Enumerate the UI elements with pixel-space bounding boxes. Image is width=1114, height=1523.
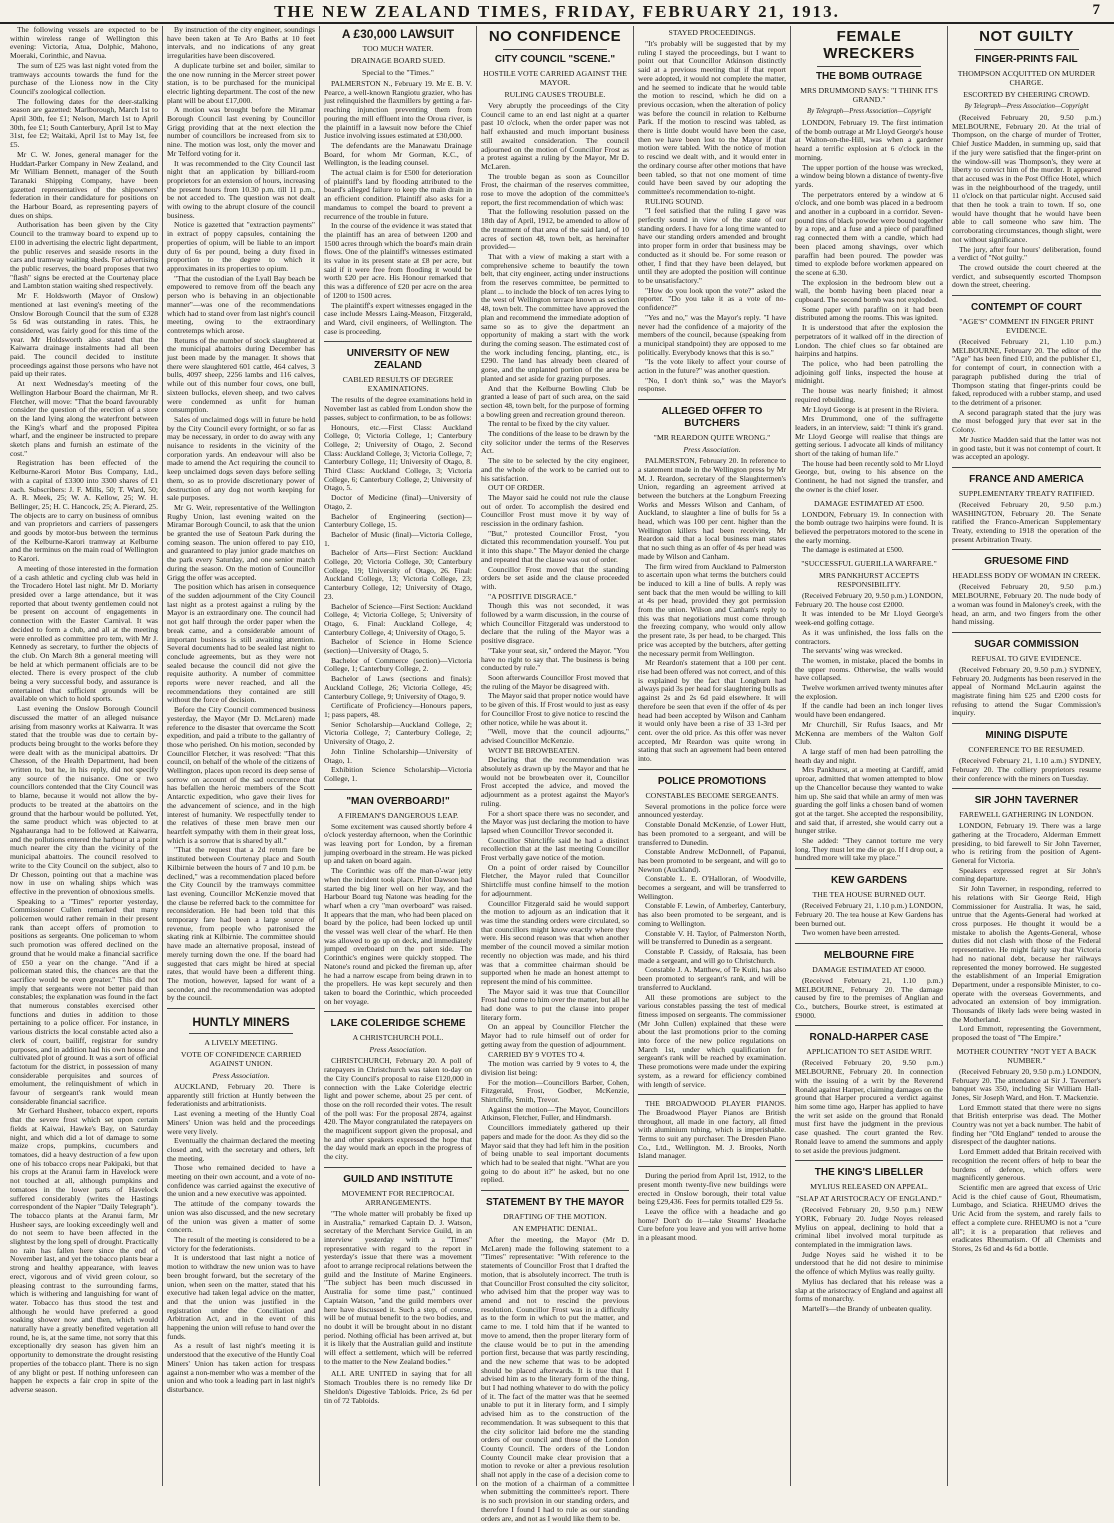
paragraph: On a point of order raised by Councillor Fletcher, the Mayor ruled that Councillor Shirtcliffe must confine himself to the motion for adjournment. — [481, 862, 629, 898]
paragraph: The crowd outside the court cheered at the verdict, and subsequently escorted Thompson down the street, cheering. — [952, 262, 1101, 290]
article-subhead: AN EMPHATIC DENIAL. — [512, 1224, 598, 1234]
paragraph: (Received February 21, 1.10 a.m.) SYDNEY, February 20. The colliery proprietors resume their conference with the miners on Tuesday. — [952, 756, 1101, 783]
paragraph: Some paper with paraffin on it had been distributed among the rooms. This was ignited. — [795, 304, 943, 323]
paragraph: Doctor of Medicine (final)—University of Otago, 2. — [324, 493, 472, 511]
paragraph: "Is the vote likely to affect your course of action in the future?" was another question. — [638, 357, 786, 376]
paragraph: Honours, etc.—First Class: Auckland College, 0; Victoria College, 1; Canterbury College, 2; University of Otago, 2. Second Class: Auckland College, 3; Victoria College, 7; Canterbury College, 11; University of Otago, 8. Third Class: Auckland College, 3; Victoria College, 6; Canterbury College, 2; University of Otago, 5. — [324, 422, 472, 493]
paragraph: (Received February 21, 1.10 p.m.) LONDON, February 20. The tea house at Kew Gardens has been burned out. — [795, 901, 943, 928]
article-subhead: STAYED PROCEEDINGS. — [668, 28, 756, 37]
paragraph: AUCKLAND, February 20. There is apparently still friction at Huntly between the federationists and arbitrationists. — [167, 1082, 315, 1109]
paragraph: It is understood that last night a notice of motion to withdraw the new union was to have been brought forward, but the secretary of the union, when seen on the matter, stated that his executive had taken legal advice on the matter, and that the union was justified in the registration under the Conciliation and Arbitration Act, and in the event of this happening the union will refuse to hand over the funds. — [167, 1253, 315, 1341]
paragraph: Those who remained decided to have a meeting on their own account, and a vote of no-confidence was carried against the executive of the union and a new executive was appointed. — [167, 1163, 315, 1199]
divider — [324, 789, 472, 790]
paragraph: Councillor Fitzgerald said he would support the motion to adjourn as an indication that it was time the standing orders were circulated, so that councillors might know exactly where they were. His second reason was that when another member of the council moved a similar motion recently no objection was made, and his third was that a committee chairman should be supported when he made an honest attempt to represent the mind of his committee. — [481, 898, 629, 986]
article-headline: KEW GARDENS — [830, 875, 908, 887]
paragraph: (Received February 21, 1.10 p.m.) MELBOURNE, February 20. The editor of the "Age" has been fined £10, and the publisher £1, for contempt of court, in connection with a paragraph published during the trial of Thompson stating that finger-prints could be faked, reproduced with a rubber stamp, and used to the detriment of a prisoner. — [952, 337, 1101, 407]
divider — [952, 467, 1101, 468]
paragraph: The result of the meeting is considered to be a victory for the federationists. — [167, 1235, 315, 1253]
paragraph: Last evening a meeting of the Huntly Coal Miners' Union was held and the proceedings were very lively. — [167, 1109, 315, 1136]
paragraph: Senior Scholarship—Auckland College, 2; Victoria College, 7; Canterbury College, 2; University of Otago, 2. — [324, 719, 472, 747]
paragraph: The sum of £25 was last night voted from the tramways accounts towards the fund for the purchase of the Lioness now in the City Council's zoological collection. — [10, 60, 158, 96]
paragraph: "No, I don't think so," was the Mayor's response. — [638, 375, 786, 394]
paragraph: Bachelor of Laws (sections and finals): Auckland College, 26; Victoria College, 45; Canterbury College, 9; University of Otago, 9. — [324, 674, 472, 701]
paragraph: Constable Donald McKenzie, of Lower Hutt, has been promoted to a sergeant, and will be transferred to Dunedin. — [638, 820, 786, 847]
paragraph: Authorisation has been given by the City Council to the tramway board to expend up to £100 in advertising the electric light department, the public reserves and seaside resorts in the cars and tramway waiting sheds. For advertising the public reserves, the board proposes that two "flash" signs be erected at the Courtenay place and Lambton station waiting shed respectively. — [10, 220, 158, 291]
article-headline: ALLEGED OFFER TO BUTCHERS — [661, 406, 763, 430]
paragraph: For a short space there was no seconder, and the Mayor was just declaring the motion to have lapsed when Councillor Trevor seconded it. — [481, 808, 629, 835]
paragraph: A large staff of men had been patrolling the heath day and night. — [795, 747, 943, 765]
paragraph: If the candle had been an inch longer lives would have been endangered. — [795, 701, 943, 720]
article-subhead: "MR REARDON QUITE WRONG." — [653, 433, 771, 443]
article-headline: A £30,000 LAWSUIT — [341, 27, 455, 41]
divider — [638, 399, 786, 400]
paragraph: "The whole matter will probably be fixed up in Australia," remarked Captain D. J. Watson, secretary of the Merchant Service Guild, in an interview yesterday with a "Times" representative with regard to the report in yesterday's issue that there was a movement afoot to arrange reciprocal relations between the guild and the Institute of Marine Engineers. "The subject has been much discussed in Australia for some time past," continued Captain Watson, "and the guild members over here have discussed it. Such a step, of course, will be of mutual benefit to the two bodies, and no doubt it will be brought about in no distant period. Nothing official has been arrived at, but it is likely that the Australian guild and institute will effect a settlement, which will be referred to the matter to the New Zealand bodies." — [324, 1208, 472, 1366]
article-subheadline: FINGER-PRINTS FAIL — [975, 54, 1078, 65]
article-subhead: "SUCCESSFUL GUERILLA WARFARE." — [801, 559, 937, 569]
paragraph: Several promotions in the police force were announced yesterday. — [638, 801, 786, 820]
newspaper-title: THE NEW ZEALAND TIMES, FRIDAY, FEBRUARY 21, 1913. — [274, 2, 840, 21]
article-headline: NO CONFIDENCE — [488, 28, 622, 45]
paragraph: (Received February 21, 1.10 p.m.) MELBOURNE, February 20. The damage caused by fire to the premises of Anglian and Co., butchers, Bourke street, is estimated at £9000. — [795, 975, 943, 1020]
article-subhead: FAREWELL GATHERING IN LONDON. — [959, 810, 1094, 820]
paragraph: Returns of the number of stock slaughtered at the municipal abattoirs during December has just been made by the manager. It shows that there were slaughtered 601 cattle, 464 calves, 3 bulls, 4097 sheep, 2256 lambs and 116 calves, while out of this number four cows, one bull, sixteen bullocks, eleven sheep, and two calves were condemned as unfit for human consumption. — [167, 335, 315, 415]
article-byline: By Telegraph—Press Association—Copyright — [964, 103, 1089, 110]
article-body — [638, 803, 786, 1090]
divider — [189, 1033, 293, 1034]
paragraph: It is understood that after the explosion the perpetrators of it walked off in the direction of London. The chief clues so far obtained are hairpins and hatpins. — [795, 323, 943, 359]
paragraph: Mr Lloyd George is at present in the Riviera. — [802, 404, 939, 414]
paragraph: "A POSITIVE DISGRACE." — [488, 591, 577, 601]
article-subhead: REFUSAL TO GIVE EVIDENCE. — [971, 653, 1082, 663]
article-headline: THE KING'S LIBELLER — [814, 1167, 924, 1179]
article-subhead: HOSTILE VOTE CARRIED AGAINST THE MAYOR. — [483, 69, 627, 87]
divider — [324, 1167, 472, 1168]
article-headline: GRUESOME FIND — [984, 556, 1069, 568]
article-byline: Press Association. — [369, 1045, 427, 1055]
article-headline: UNIVERSITY OF NEW ZEALAND — [346, 348, 450, 372]
article-subhead: A LIVELY MEETING. — [204, 1038, 278, 1048]
divider — [638, 1166, 786, 1167]
paragraph: PALMERSTON N., February 19. Mr E. B. V. Pearce, a well-known Rangiotu grazier, who has just relinquished the flaxmillers by getting a far-reaching injunction preventing them from pouring the mill effluent into the Oroua river, is the plaintiff in a lawsuit now before the Chief Justice involving issues estimated at £30,000. — [324, 79, 472, 141]
article-body — [795, 977, 943, 1021]
article-subhead: SUPPLEMENTARY TREATY RATIFIED. — [958, 488, 1095, 498]
article-subhead: THE TEA HOUSE BURNED OUT. — [812, 890, 926, 900]
paragraph: In the course of the evidence it was stated that the plaintiff has an area of between 1200 and 1500 acres through which the board's main drain flows. One of the plaintiff's witnesses estimated its value in its present state at £8 per acre, but said if it were free from flooding it would be worth £20 per acre. His Honour remarked that this was a difference of £20 per acre on the area of 1200 to 1500 acres. — [324, 221, 472, 300]
article-body — [324, 823, 472, 1007]
paragraph: The house had been recently sold to Mr Lloyd George, but, owing to his absence on the Continent, he had not signed the transfer, and the owner is the chief loser. — [795, 458, 943, 494]
paragraph: "But," protested Councillor Frost, "you dictated this recommendation yourself. You put it into this shape." The Mayor denied the charge and repeated that the clause was out of order. — [481, 528, 629, 564]
paragraph: The position which has arisen in consequence of the sudden adjournment of the City Council last night as a protest against a ruling by the Mayor is an extraordinary one. The council had not got half through the order paper when the break came, and a considerable amount of important business is still awaiting attention. Several documents had to be sealed last night to conclude agreements, but as they were not sealed because the council did not give the requisite authority. A number of committee reports were never reached, and all the recommendations they contained are still without the force of decision. — [167, 582, 315, 705]
article-body — [324, 1057, 472, 1161]
divider — [795, 943, 943, 944]
column-4 — [477, 26, 634, 1523]
article-body — [795, 511, 943, 556]
article-subhead: MYLIUS RELEASED ON APPEAL. — [810, 1182, 928, 1192]
article-subhead: A FIREMAN'S DANGEROUS LEAP. — [337, 810, 459, 820]
paragraph: For the motion—Councillors Barber, Cohen, Fitzgerald, Frost, Godber, McKenzie, Shirtcliffe, Smith, Trevor. — [481, 1077, 629, 1105]
paragraph: That with a view of making a start with a comprehensive scheme to beautify the town belt, that city engineer, acting under instructions from the reserves committee, be permitted to plant ... to include the block of ten acres lying to the west of Wellington terrace known as section 48, town belt. The committee have approved the plan and recommend the immediate adoption of same so as to give the department an opportunity of making a start with the work during the coming season. The estimated cost of the work including fencing, planting, etc., is £290. The land has already been cleared of gorse, and the unplanted portion of the area be planted and set aside for grazing purposes. — [481, 251, 629, 383]
paragraph: The police, who had been patrolling the adjoining golf links, inspected the house at midnight. — [795, 358, 943, 386]
article-headline: POLICE PROMOTIONS — [657, 775, 767, 787]
article-body — [638, 40, 786, 394]
article-headline: SIR JOHN TAVERNER — [974, 795, 1079, 807]
paragraph: Constable J. A. Matthew, of Te Kuiti, has also been promoted to sergeant's rank, and will be transferred to Auckland. — [638, 965, 786, 992]
divider — [638, 769, 786, 770]
article-subhead: CONFERENCE TO BE RESUMED. — [968, 745, 1085, 755]
article-body — [638, 457, 786, 764]
paragraph: The motion was carried by 9 votes to 4, the division list being: — [481, 1059, 629, 1077]
paragraph: She added: "They cannot torture me very long. They must let me die or go. If I drop out, a hundred more will take my place." — [795, 836, 943, 863]
article-body — [952, 338, 1101, 462]
paragraph: The upper portion of the house was wrecked, a window being blown a distance of twenty-five yards. — [795, 162, 943, 189]
paragraph: Bachelor of Music (final)—Victoria College, 1. — [324, 529, 472, 548]
paragraph: The Mayor said it was true that Councillor Frost had come to him over the matter, but all he had done was to put the clause into proper literary form. — [481, 986, 629, 1022]
news-paragraphs — [638, 1172, 786, 1243]
paragraph: (Received February 20, 9.50 p.m.) MELBOURNE, February 20. The nude body of a woman was found in Maloney's creek, with the head, an arm, and two fingers from the other hand missing. — [952, 582, 1101, 627]
article-headline: FRANCE AND AMERICA — [969, 473, 1084, 485]
divider — [974, 49, 1079, 50]
paragraph: "That the custodian of the Lyall Bay beach be empowered to remove from off the beach any person who is behaving in an objectionable manner"—was one of the recommendations which had to stand over from last night's council meeting, owing to the extraordinary contretemps which arose. — [167, 273, 315, 335]
article-byline: By Telegraph—Press Association—Copyright — [807, 108, 931, 115]
article-headline: GUILD AND INSTITUTE — [343, 1173, 453, 1185]
article-subhead: MRS DRUMMOND SAYS: "I THINK IT'S GRAND." — [800, 86, 938, 104]
paragraph: Constable V. H. Taylor, of Palmerston North, will be transferred to Dunedin as a sergeant. — [638, 928, 786, 947]
paragraph: Leave the office with a headache and go home? Don't do it—take Stearns' Headache Cure before you leave and you will arrive home in a pleasant mood. — [638, 1206, 786, 1243]
paragraph: John Tinline Scholarship—University of Otago, 1. — [324, 746, 472, 765]
paragraph: Registration has been effected of the Kelburne-Karori Motor Bus Company, Ltd., with a capital of £3300 into 3300 shares of £1 each. Subscribers: J. F. Mills, 50; T. Ward, 50; A. R. Meek, 25; W. A. Kellow, 25; W. H. Bellinger, 25; H. C. Hancock, 25; A. Pierard, 25. The objects are to carry on business of omnibus and van proprietors and carriers of passengers and goods by motor-bus between the terminus of the Kelburne-Karori tramway at Kelburne and the terminus on the main road of Wellington to Karori. — [10, 458, 158, 564]
divider — [503, 49, 607, 50]
paragraph: Bachelor of Science—First Section: Auckland College, 4; Victoria College, 5; University of Otago, 6. Final: Auckland College, 4; Canterbury College, 4; University of Otago, 5. — [324, 601, 472, 637]
divider — [795, 868, 943, 869]
paragraph: Mr Gerhard Husheer, tobacco expert, reports that the severe frost which set upon certain fields at Kaiwai, Hawke's Bay, on Saturday night, and which did a lot of damage to some maize crops, pumpkins, cucumbers and tomatoes, did a heavy destruction of a few upon one of his tobacco crops near Pakipaki, but that his crops at the Aranui farm in Havelock were not touched at all, although pumpkins and tomatoes in the lower parts of Havelock suffered considerably (writes the Hastings correspondent of the Napier "Daily Telegraph"). The tobacco plants at the Aranui farm, Mr Husheer says, are looking exceedingly well and do not seem to have been affected in the slightest by the long spell of drought. Practically no rain has fallen here since the end of November last, and yet the tobacco plants bear a strong and healthy appearance, with leaves erect, vigorous and of vivid green colour, so pleasing contrast to the surrounding farms, which is withering and languishing for want of water. Tobacco has thus stood the test and although he would have preferred a good soaking shower now and then, which would naturally have a greatly benefited vegetation all round, he is, at the same time, not sorry that this exceptionally dry season has given him an opportunity to demonstrate the drought resisting properties of the tobacco plant. There is no sign of any blight or pest. If nothing unforeseen can happen he expects a fair crop in spite of the adverse season. — [10, 1106, 158, 1394]
article-subhead: DRAINAGE BOARD SUED. — [350, 56, 446, 65]
paragraph: The explosion in the bedroom blew out a wall, the bomb having been placed near a cupboard. The second bomb was not exploded. — [795, 277, 943, 305]
article-subhead: DAMAGE ESTIMATED AT £9000. — [812, 964, 926, 974]
paragraph: "Yes and no," was the Mayor's reply. "I have never had the confidence of a majority of the members of the council, because (speaking from a municipal standpoint) they are opposed to me politically. Everybody knows that this is so." — [638, 312, 786, 357]
article-subheadline: CITY COUNCIL "SCENE." — [494, 54, 616, 65]
article-headline: NOT GUILTY — [979, 28, 1074, 45]
divider — [795, 1025, 943, 1026]
article-body — [324, 80, 472, 336]
article-subhead: CABLED RESULTS OF DEGREE EXAMINATIONS. — [342, 375, 454, 394]
paragraph: Declaring that the recommendation was absolutely as drawn up by the Mayor and that he would not be browbeaten over it, Councillor Frost accepted the advice, and moved the adjournment as a protest against the Mayor's ruling. — [481, 755, 629, 808]
paragraph: Mrs Pankhurst, at a meeting at Cardiff, amid uproar, admitted that women attempted to blow up the Chancellor because they wanted to wake him up. She said that while an army of men was guarding the golf links a chosen band of women got at the target. She accepted the responsibility, and said that, if arrested, she would carry out a hunger strike. — [795, 765, 943, 836]
article-subhead: "SLAP AT ARISTOCRACY OF ENGLAND." — [796, 1194, 942, 1204]
paragraph: Mr C. W. Jones, general manager for the Huddart-Parker Company in New Zealand, and Mr William Bennett, manager of the South Taranaki Shipping Company, have been gazetted representatives of the shipowners' federation in their candidature for positions on the Harbour Board, as representing payers of dues on ships. — [10, 149, 158, 220]
page-number: 7 — [1092, 2, 1100, 18]
paragraph: As a result of last night's meeting it is understood that the executive of the Huntly Coal Miners' Union has taken action for trespass against a non-member who was a member of the union and who took a leading part in last night's disturbance. — [167, 1341, 315, 1394]
paragraph: Eventually the chairman declared the meeting closed and, with the secretary and others, left the meeting. — [167, 1136, 315, 1163]
paragraph: Mr F. Holdsworth (Mayor of Onslow) mentioned at last evening's meeting of the Onslow Borough Council that the sum of £328 5s 6d was outstanding in rates. This, he considered, was fairly good for this time of the year. Mr Holdsworth also stated that the Kaiwarra drainage instalments had all been paid. The council decided to institute proceedings against those persons who have not paid up their rates. — [10, 291, 158, 379]
article-body — [167, 1083, 315, 1395]
paragraph: (Received February 20, 9.50 p.m.) MELBOURNE, February 20. At the trial of Thompson, on the charge of murder of Trotter, Chief Justice Madden, in summing up, said that if the jury were satisfied that the finger-print on the window-sill was Thompson's, they were at liberty to convict him of the murder. It appeared that accused was in the Post Office Hotel, which was in the neighbourhood of the tragedy, until 11 o'clock on that particular night. Accused said that then he took a train to town. If so, one would have thought that he would have been able to call someone who saw him. The corroborating circumstances, though slight, were not without significance. — [952, 113, 1101, 244]
paragraph: (Received February 20, 9.50 p.m.) LONDON, February 20. The house cost £2000. — [795, 591, 943, 609]
divider — [952, 549, 1101, 550]
paragraph: And that the Kelburne Bowling Club be granted a lease of part of such area, on the said section 48, town belt, for the purpose of forming a bowling green and recreation ground thereon. — [481, 383, 629, 419]
paragraph: A second paragraph stated that the jury was the most befogged jury that ever sat in the Colony. — [952, 407, 1101, 435]
paragraph: LONDON, February 19. The first intimation of the bomb outrage at Mr Lloyd George's house at Walton-on-the-Hill, was when a gardener heard a terrific explosion at 6 o'clock in the morning. — [795, 118, 944, 162]
paragraph: A duplicate turbine set and boiler, similar to the one now running in the Mercer street power station, is to be purchased for the municipal electric lighting department. The cost of the new plant will be about £17,000. — [167, 60, 315, 105]
paragraph: The following dates for the deer-stalking season are gazetted: Marlborough, March 1st to April 30th, fee £1; Nelson, March 1st to April 30th, fee £1; South Canterbury, April 1st to May 31st, fee £2; Waitaki, April 1st to May 1st, fee £5. — [10, 96, 158, 150]
paragraph: "It's probably will be suggested that by my ruling I stayed the proceedings, but I want to point out that Councillor Atkinson distinctly said at a previous meeting that if that report were adopted, it would not complete the matter, and he seemed to indicate that he would table the motion to rescind, which he did on a previous occasion, when the alteration of policy was before the council in relation to Kelburne Park. If the motion to rescind was tabled, as there is little doubt would have been the case, then we have been lost to the Mayor if that motion were tabled. With the notice of motion to rescind we dealt with, and it would enter in the ordinary course after other motions that have been tabled, so that not one moment of time could have been saved by our adopting the committee's recommendation to-night. — [638, 39, 786, 196]
paragraph: It was recommended to the City Council last night that an application by billiard-room proprietors for an extension of hours, increasing the present hours from 10.30 p.m. till 11 p.m., be not acceded to. The question was not dealt with owing to the abrupt closure of the council business. — [167, 158, 315, 220]
article-headline: SUGAR COMMISSION — [974, 638, 1079, 650]
paragraph: WON'T BE BROWBEATEN. — [488, 745, 580, 755]
article-body — [952, 583, 1101, 627]
paragraph: Bachelor of Engineering (section)—Canterbury College, 15. — [324, 511, 472, 530]
masthead — [0, 0, 1114, 24]
paragraph: Certificate of Proficiency—Honours papers, 1; pass papers, 48. — [324, 701, 472, 719]
article-byline: Press Association. — [212, 1071, 270, 1081]
advertisement: THE BROADWOOD PLAYER PIANOS. The Broadwood Player Pianos are British throughout, all made in one factory, all fitted with aluminium tubing, which is imperishable. Terms to suit any purchaser. The Dresden Piano Co., Ltd., Wellington. M. J. Brooks, North Island manager. — [638, 1099, 786, 1161]
article-body — [952, 757, 1101, 783]
divider — [324, 341, 472, 342]
paragraph: As it was unfinished, the loss falls on the contractors. — [795, 627, 943, 646]
paragraph: The trouble began as soon as Councillor Frost, the chairman of the reserves committee, rose to move the adoption of the committee's report, the first recommendation of which was: — [481, 171, 629, 207]
article-body — [795, 592, 943, 863]
paragraph: That the following resolution passed on the 18th day of April, 1912, be amended to allow of the treatment of that area of the said land, of 10 acres of section 48, town belt, as hereinafter provided— — [481, 207, 629, 252]
article-body — [952, 1068, 1101, 1254]
article-subhead: TOO MUCH WATER. — [362, 44, 434, 53]
paragraph: Constable P. Cassidy, of Raksaia, has been made a sergeant, and will go to Christchurch. — [638, 946, 786, 965]
paragraph: The actual claim is for £500 for deterioration of plaintiff's land by flooding attributed to the board's alleged failure to keep the main drain in an efficient condition. Plaintiff also asks for a mandamus to compel the board to prevent a recurrence of the trouble in future. — [324, 168, 472, 221]
paragraph: Constable L. E. O'Halloran, of Woodville, becomes a sergeant, and will be transferred to Wellington. — [638, 874, 786, 901]
article-body — [795, 119, 943, 495]
paragraph: Scientific men are agreed that excess of Uric Acid is the chief cause of Gout, Rheumatism, Lumbago, and Sciatica. RHEUMO drives the Uric Acid from the system, and rarely fails to effect a complete cure. RHEUMO is not a "cure all"; it is a preparation that relieves and eradicates Rheumatism. Of all Chemists and Stores, 2s 6d and 4s 6d a bottle. — [952, 1182, 1101, 1253]
paragraph: Mr Churchill, Sir Rufus Isaacs, and Mr McKenna are members of the Walton Golf Club. — [795, 719, 943, 747]
divider — [952, 295, 1101, 296]
article-headline: MELBOURNE FIRE — [824, 949, 914, 961]
paragraph: The conditions of the lease to be drawn by the city solicitor under the terms of the Reserves Act. — [481, 429, 629, 456]
paragraph: It was intended to be Mr Lloyd George's week-end golfing cottage. — [795, 609, 943, 628]
article-subhead: DAMAGE ESTIMATED AT £500. — [814, 498, 924, 508]
paragraph: Sir John Taverner, in responding, referred to his relations with Sir George Reid, High Commissioner for Australia. It was, he said, untrue that the Agents-General had worked at cross purposes. He thought it would be a mistake to abolish the Agents-General, whose duties did not clash with those of the Federal representative. He might fairly say that Victoria had no national debt, because her railways represented the money borrowed. He suggested the establishment of an Imperial Emigration Department, under a responsible Minister, to co-operate with the overseas Governments, and advocated an extension of boy immigration. Thousands of likely lads were being wasted in the Motherland. — [952, 884, 1101, 1024]
column-6 — [791, 26, 948, 1486]
paragraph: (Received February 20, 9.50 p.m.) LONDON, February 20. The attendance at Sir J. Taverner's banquet was 350, including Sir William Hall-Jones, Sir Joseph Ward, and Hon. T. Mackenzie. — [952, 1066, 1101, 1102]
advertisement: ALL ARE UNITED in saying that for all Stomach Troubles there is no remedy like Dr Sheldon's Digestive Tabloids. Price, 2s 6d per tin of 72 Tabloids. — [324, 1369, 472, 1405]
article-subhead: MOVEMENT FOR RECIPROCAL ARRANGEMENTS. — [341, 1188, 455, 1207]
paragraph: "Well, move that the council adjourns," advised Councillor McKenzie. — [481, 727, 629, 745]
article-body — [952, 501, 1101, 545]
article-body — [795, 1206, 943, 1313]
paragraph: Martell's—the Brandy of unbeaten quality. — [802, 1303, 932, 1313]
paragraph: (Received February 20, 9.50 p.m.) MELBOURNE, February 20. In connection with the issuing of a writ by the Reverend Ronald against Harper, claiming damages on the ground that Harper procured a verdict against him some time ago, Harper has applied to have the writ set aside on the ground that Ronald must first have the judgment in the previous case quashed. The court granted the Rev. Ronald leave to amend the summons and apply to set aside the previous judgment. — [795, 1058, 943, 1155]
paragraph: Councillor Shirtcliffe said he had a distinct recollection that at the last meeting Councillor Frost verbally gave notice of the motion. — [481, 835, 629, 863]
paragraph: Before the City Council commenced business yesterday, the Mayor (Mr D. McLaren) made reference to the disaster that overcame the Scott expedition, and paid a tribute to the gallantry of those who perished. On his motion, seconded by Councillor Fletcher, it was resolved: "That this council, on behalf of the whole of the citizens of Wellington, places upon record its deep sense of sorrow on account of the sad occurrence that has befallen the heroic members of the Scott Antarctic expedition, who gave their lives for the advancement of science, and in the high interest of humanity. We respectfully tender to the relatives of these men brave men our heartfelt sympathy with them in their great loss, which is a sorrow that is shared by all." — [167, 705, 315, 845]
paragraph: Speakers expressed regret at Sir John's coming departure. — [952, 865, 1101, 884]
divider — [817, 66, 921, 67]
paragraph: The perpetrators entered by a window at 6 o'clock, and one bomb was placed in a bedroom and another in a cupboard in a corridor. Seven-pound tins of black powder were bound together by a rope, and a fuse and a piece of paraffined rag connected them with a candle, which had been placed among shavings, over which paraffin had been poured. The powder was timed to explode before workmen appeared on the scene at 6.30. — [795, 189, 943, 277]
paragraph: Against the motion—The Mayor, Councillors Atkinson, Fletcher, Fuller, and Hindmarsh. — [481, 1104, 629, 1123]
article-subhead: DRAFTING OF THE MOTION. — [503, 1212, 607, 1222]
divider — [952, 632, 1101, 633]
column-3 — [320, 26, 477, 1486]
paragraph: The site to be selected by the city engineer, and the whole of the work to be carried out to his satisfaction. — [481, 456, 629, 483]
article-subhead: THOMPSON ACQUITTED ON MURDER CHARGE. — [957, 69, 1096, 87]
paragraph: Councillor Frost moved that the standing orders be set aside and the clause proceeded with. — [481, 564, 629, 591]
paragraph: The following vessels are expected to be within wireless range of Wellington this evening: Victoria, Atua, Dolphic, Mahono, Moeraki, Corinthic, and Navua. — [10, 25, 158, 61]
paragraph: At next Wednesday's meeting of the Wellington Harbour Board the chairman, Mr R. Fletcher, will move: "That the board favourably consider the question of the erection of a store on the land lying along the waterfront between the King's wharf and the proposed Pipitea wharf, and the engineer be instructed to prepare sketch plans and furnish an estimate of the cost." — [10, 379, 158, 458]
column-7 — [948, 26, 1105, 1486]
article-body — [952, 666, 1101, 718]
paragraph: The plaintiff's expert witnesses engaged in the case include Messrs Laing-Meason, Fitzgerald, and Ward, civil engineers, of Wellington. The case is proceeding. — [324, 300, 472, 336]
paragraph: The Mayor said he could not rule the clause out of order. To accomplish the desired end Councillor Frost must move it by way of rescission in the ordinary fashion. — [481, 492, 629, 529]
paragraph: The results of the degree examinations held in November last as cabled from London show the passes, subject to confirmation, to be as follows: — [324, 395, 472, 422]
paragraph: CHRISTCHURCH, February 20. A poll of ratepayers in Christchurch was taken to-day on the City Council's proposal to raise £120,000 in connection with the Lake Coleridge electric light and power scheme, about 25 per cent. of those on the roll recorded their votes. The result of the poll was: For the proposal 2874, against 420. The Mayor congratulated the ratepayers on the magnificent support given the proposal, and he and other speakers expressed the hope that the day would mark an epoch in the progress of the city. — [324, 1056, 472, 1162]
paragraph: The rental to be fixed by the city valuer. — [488, 419, 610, 429]
divider — [795, 1160, 943, 1161]
article-headline: FEMALE WRECKERS — [823, 28, 915, 62]
paragraph: Speaking to a "Times" reporter yesterday, Commissioner Cullen remarked that many policemen would rather remain in their present rank than accept offers of promotion to positions as sergeants. One policeman to whom such promotion was offered declined on the ground that he would make a financial sacrifice of £50 a year on the change. "And if a policeman stated this, the chances are that the sacrifice would be even greater." This did not imply that sergeants were not better paid than constables; the explanation was found in the fact that numerous constables exercised other functions and duties in addition to those pertaining to a police officer. For instance, in various districts the local constable acted also a clerk of court, bailiff, registrar for sundry purposes, and in addition had his own house and cultivated plot of ground. It was a sort of official factotum for the district, in possession of many considerable perquisites and sources of emolument, the relinquishment of which in favour of sergeant's rank would mean considerable financial sacrifice. — [10, 896, 158, 1106]
newspaper-columns — [6, 25, 1110, 1523]
article-byline: Press Association. — [683, 445, 741, 455]
article-headline: MINING DISPUTE — [985, 730, 1068, 742]
paragraph: A motion was brought before the Miramar Borough Council last evening by Councillor Grigg providing that at the next election the number of councillors be increased from six to nine. The motion was lost, only the mover and Mr Telford voting for it. — [167, 105, 315, 158]
article-byline: Special to the "Times." — [362, 68, 434, 77]
paragraph: Twelve workmen arrived twenty minutes after the explosion. — [795, 683, 943, 701]
article-subhead: MRS PANKHURST ACCEPTS RESPONSIBILITY. — [818, 571, 920, 590]
paragraph: The damage is estimated at £500. — [802, 545, 904, 555]
article-body — [952, 822, 1101, 1043]
paragraph: (Received February 20, 9.50 p.m.) NEW YORK, February 20. Judge Noyes released Mylius on appeal, declining to hold that a criminal libel involved moral turpitude as contemplated in the immigration laws. — [795, 1205, 943, 1250]
column-5 — [634, 26, 791, 1486]
paragraph: OUT OF ORDER. — [488, 483, 545, 493]
article-subhead: APPLICATION TO SET ASIDE WRIT. — [806, 1047, 932, 1057]
paragraph: Mylius has declared that his release was a slap at the aristocracy of England and against all forms of monarchy. — [795, 1276, 943, 1304]
article-subhead: CONSTABLES BECOME SERGEANTS. — [645, 790, 779, 800]
paragraph: The servants' wing was wrecked. — [802, 646, 903, 656]
paragraph: Soon afterwards Councillor Frost moved that the ruling of the Mayor be disagreed with. — [481, 673, 629, 691]
paragraph: During the period from April 1st, 1912, to the present month twenty-five new buildings were erected in Onslow borough, their total value being £29,436. Fees for permits totalled £29 5s. — [638, 1171, 786, 1207]
paragraph: Bachelor of Science in Home Science (section)—University of Otago, 5. — [324, 637, 472, 656]
paragraph: Judge Noyes said he wished it to be understood that he did not desire to minimise the offence of which Mylius was really guilty. — [795, 1249, 943, 1277]
article-body — [324, 396, 472, 783]
article-headline: "MAN OVERBOARD!" — [346, 795, 450, 807]
paragraph: Lord Emmett added that Britain received with recognition the recent offers of help to bear the burdens of defence, which offers were magnificently generous. — [952, 1147, 1101, 1183]
article-body — [952, 114, 1101, 290]
divider — [952, 788, 1101, 789]
article-subhead: ESCORTED BY CHEERING CROWD. — [963, 90, 1090, 99]
paragraph: Mr Reardon's statement that a 100 per cent. rise had been offered was not correct, and of this is explained by the fact that Longburn had always paid 3s per head for slaughtering bulls as against 2s and 2s 6d paid elsewhere. It will therefore be seen that even if the offer of 4s per head had been accepted by Wilson and Canham it would only have been a rise of 33 1-3rd per cent. over the old price. As this offer was never accepted, Mr Reardon was quite wrong in stating that such an agreement had been entered into. — [638, 658, 786, 764]
article-body — [795, 1059, 943, 1155]
paragraph: (Received February 20, 9.50 p.m.) SYDNEY, February 20. Judgments has been reserved in the appeal of Normand McLaurin against the magistrate fining him £25 and £200 costs for refusing to attend the Sugar Commission's inquiry. — [952, 664, 1101, 718]
paragraph: "That the request that a 2d return fare be instituted between Courtenay place and South Kilbirnie between the hours of 7 and 10 p.m. be declined," was a recommendation placed before the City Council by the tramways committee last evening. Councillor McKenzie moved that the clause be referred back to the committee for reconsideration. He had been told that this temporary fare had been a large source of revenue, from people who patronised the skating rink at Kilbirnie. The committee should have made an alternative proposal, instead of merely turning down the one. If the board had suggested that cars might be hired at special rates, that would have been a different thing. The motion, however, lapsed for want of a seconder, and the recommendation was adopted by the council. — [167, 845, 315, 1003]
paragraph: Mrs Drummond, one of the suffragette leaders, in an interview, said: "I think it's grand. Mr Lloyd George will realise that things are getting serious. I advocate all kinds of militancy short of the taking of human life." — [795, 414, 943, 459]
paragraph: PALMERSTON, February 20. In reference to a statement made in the Wellington press by Mr M. J. Reardon, secretary of the Slaughtermen's Union, regarding an agreement arrived at between the butchers at the Longburn Freezing Works and Messrs Wilson and Canham, of Auckland, to slaughter a line of bulls for 5s a head, which was 100 per cent. higher than the Wellington killers had been receiving, Mr Reardon said that a local business man states that no such thing as an offer of 4s per head was made by Wilson and Canham. — [638, 456, 786, 561]
paragraph: Exhibition Science Scholarship—Victoria College, 1. — [324, 765, 472, 783]
article-subheadline: THE BOMB OUTRAGE — [815, 71, 923, 82]
paragraph: The Mayor said that proper notice would have to be given of this. If Frost would to just as easy for Councillor Frost to give notice to rescind the other notice, while he was about it. — [481, 691, 629, 727]
paragraph: Mr Justice Madden said that the latter was not in good taste, but it was not contempt of court. It was accepted an apology. — [952, 434, 1101, 462]
paragraph: Constable Andrew McDonnell, of Papanui, has been promoted to be sergeant, and will go to Newton (Auckland). — [638, 847, 786, 874]
article-body — [481, 102, 629, 1185]
article-headline: HUNTLY MINERS — [192, 1015, 290, 1030]
article-subhead: VOTE OF CONFIDENCE CARRIED AGAINST UNION. — [180, 1050, 302, 1069]
paragraph: Bachelor of Arts—First Section: Auckland College, 20; Victoria College, 30; Canterbury College, 19; University of Otago, 26. Final: Auckland College, 13; Victoria College, 23; Canterbury College, 12; University of Otago, 23. — [324, 548, 472, 601]
paragraph: Mr G. Weir, representative of the Wellington Rugby Union, last evening waited on the Miramar Borough Council, to ask that the union be granted the use of Seatoun Park during the coming season. The union offered to pay £10, and guaranteed to play junior grade matches on the park every Saturday, and one senior match during the season. On the motion of Councillor Grigg the offer was accepted. — [167, 502, 315, 582]
divider — [638, 1094, 786, 1095]
paragraph: A meeting of those interested in the formation of a cash athletic and cycling club was held in the Trocadero Hotel last night. Mr D. Moriarty presided over a large attendance, but it was reported that about twenty gentlemen could not be present on account of engagements in connection with the Easter Carnival. It was decided to form a club, and all at the meeting were enrolled as committee pro tem, with Mr J. Kennedy as secretary, to further the objects of the club. On March 8th a general meeting will be held at which permanent officials are to be elected. There is every prospect of the club being a very successful body, and assurance is entertained that sufficient grounds will be available on which to hold sports. — [10, 563, 158, 704]
article-subhead: RULING CAUSES TROUBLE. — [504, 90, 606, 99]
paragraph: The women, in mistake, placed the bombs in the upper rooms. Otherwise, the walls would have collapsed. — [795, 655, 943, 683]
paragraph: "I feel satisfied that the ruling I gave was perfectly sound in view of the state of our standing orders. I have for a long time wanted to have our standing orders amended and brought into proper form in order that business may be conducted as it should be. For some reason or other, I find that they have been delayed, but until they are adopted the position will continue to be unsatisfactory." — [638, 206, 786, 285]
paragraph: The Corinthic was off the man-o'-war jetty when the incident took place. Pilot Dawson had started the big liner well on her way, and the Harbour Board tug Natone was heading for the wharf when a cry "man overboard" was raised. It appears that the man, who had been placed on board by the police, had been locked up until the vessel was well clear of the wharf. He then was allowed to go up on deck, and immediately jumped overboard on the port side. The Corinthic's engines were quickly stopped. The Natone's round and picked the fireman up, after he had a narrow escape from being drawn in to the propellers. He was kept securely and then taken to board the Corinthic, which proceeded on her voyage. — [324, 866, 472, 1006]
divider — [324, 1011, 472, 1012]
paragraph: By instruction of the city engineer, soundings have been taken at Te Aro Baths at 10 feet intervals, and no indications of any great irregularities have been discovered. — [167, 25, 315, 61]
divider — [952, 723, 1101, 724]
article-body — [324, 1210, 472, 1367]
article-body — [481, 1236, 629, 1523]
paragraph: After the meeting, the Mayor (Mr D. McLaren) made the following statement to a "Times" representative: "With reference to the statements of Councillor Frost that I drafted the motion, that is absolutely incorrect. The truth is that Councillor Frost consulted the city solicitor, who advised him that the proper way was to amend and not to rescind the previous resolution. Councillor Frost was in a difficulty as to the form in which to put the matter, and came to me. I told him that if he wanted to move to amend, then the proper literary form of the clause would be to put in the amending portion first, because that was partly rescinding, and the new scheme that was to be adopted should be placed afterwards. It is true that I advised him as to the literary form of the thing, but I had nothing whatever to do with the policy of it. The fact of the matter was that he seemed unable to put it in literary form, and I simply advised him as to the construction of the recommendation. It was subsequent to this that the city solicitor laid before me the standing orders of our council and those of the London County Council. The orders of the London County Council make clear provision that a motion to revoke or alter a previous resolution shall not apply in the case of a decision come to on the motion of a chairman of a committee when submitting the committee's report. There is no such provision in our standing orders, and therefore I found I had to rule as our standing orders are, and not as I would like them to be. — [481, 1235, 629, 1523]
paragraph: Councillors immediately gathered up their papers and made for the door. As they did so the Mayor said that they had left him in the position of being unable to seal important documents which had to be sealed that night. "What are you going to do about it?" he asked, but no one replied. — [481, 1123, 629, 1185]
paragraph: Very abruptly the proceedings of the City Council came to an end last night at a quarter past 10 o'clock, when the order paper was not half exhausted and much important business still awaited consideration. The council adjourned on the motion of Councillor Frost as a protest against a ruling by the Mayor, Mr D. McLaren. — [481, 101, 629, 171]
article-headline: LAKE COLERIDGE SCHEME — [330, 1018, 466, 1030]
news-paragraphs — [167, 26, 315, 1003]
article-headline: STATEMENT BY THE MAYOR — [486, 1197, 624, 1209]
paragraph: On an appeal by Councillor Fletcher the Mayor had to rule himself out of order for getting away from the question of adjournment. — [481, 1022, 629, 1049]
paragraph: RULING SOUND. — [645, 196, 704, 206]
paragraph: "How do you look upon the vote?" asked the reporter. "Do you take it as a vote of no-confidence?" — [638, 285, 786, 313]
paragraph: All these promotions are subject to the various constables passing the test of medical fitness imposed on sergeants. The commissioner (Mr John Cullen) explained that these were about the last promotions prior to the coming into force of the new police regulations on March 1st, under which qualification for sergeant's rank will be reached by examination. These promotions were made under the expiring system, as a reward for efficiency combined with length of service. — [638, 992, 786, 1089]
paragraph: "Take your seat, sir," ordered the Mayor. "You have no right to say that. The business is being conducted by rule." — [481, 645, 629, 673]
article-subhead: HEADLESS BODY OF WOMAN IN CREEK. — [952, 571, 1101, 581]
column-1 — [6, 26, 163, 1486]
paragraph: Last evening the Onslow Borough Council discussed the matter of an alleged nuisance arising from masonry works at Kaiwarra. It was stated that the trouble was due to certain by-products being brought to the works before they were dealt with as the municipal abattoirs. Dr Chesson, of the Health Department, had been written to, but he, in his reply, did not specify any source of the nuisance. One or two councillors contended that the City Council was to blame, because it would not allow the by-products to be treated at the abattoirs on the ground that the harbour would be polluted. Yet, the same product which was objected to at Ngahauranga had to be followed at Kaiwarra, and the pollutions entered the harbour at a point much nearer the city than the vicinity of the municipal abattoirs. The council resolved to write to the City Council on the subject, also to Dr Chesson, pointing out that a machine was now in use on whaling ships which was effective in the prevention of obnoxious smells. — [10, 704, 158, 896]
news-paragraphs — [10, 26, 158, 1395]
paragraph: The defendants are the Manawatu Drainage Board, for whom Mr Gorman, K.C., of Wellington, is the leading counsel. — [324, 140, 472, 168]
column-2 — [163, 26, 320, 1486]
article-subhead: "AGE'S" COMMENT IN FINGER PRINT EVIDENCE. — [959, 317, 1094, 336]
paragraph: LONDON, February 19. There was a large gathering at the Trocadero, Alderman Emmett presiding, to bid farewell to Sir John Taverner, who is retiring from the position of Agent-General for Victoria. — [952, 821, 1101, 866]
paragraph: Two women have been arrested. — [802, 928, 900, 938]
paragraph: Bachelor of Commerce (section)—Victoria College, 1; Canterbury College, 2. — [324, 655, 472, 674]
paragraph: The attitude of the company towards the union was also discussed, and the new secretary of the union was given a matter of some concern. — [167, 1199, 315, 1235]
paragraph: Some excitement was caused shortly before 4 o'clock yesterday afternoon, when the Corinthic was leaving port for London, by a fireman jumping overboard in the stream. He was picked up and taken on board again. — [324, 821, 472, 866]
article-headline: CONTEMPT OF COURT — [970, 302, 1083, 314]
divider — [481, 1190, 629, 1191]
paragraph: Notice is gazetted that "extraction payments" in extract of poppy capsules, containing the properties of opium, will be liable to an import duty of 6s per pound, being a duty fixed in proportion to the degree to which it approximates in its properties to opium. — [167, 220, 315, 273]
paragraph: CARRIED BY 9 VOTES TO 4. — [488, 1049, 585, 1059]
article-body — [795, 902, 943, 938]
article-headline: RONALD-HARPER CASE — [809, 1032, 929, 1044]
article-subhead: A CHRISTCHURCH POLL. — [352, 1033, 444, 1043]
article-subhead: MOTHER COUNTRY "NOT YET A BACK NUMBER." — [956, 1046, 1097, 1065]
paragraph: Constable F. Lewin, of Amberley, Canterbury, has also been promoted to be sergeant, and is coming to Wellington. — [638, 901, 786, 928]
paragraph: The house was nearly finished; it almost required rebuilding. — [795, 386, 943, 404]
paragraph: LONDON, February 19. In connection with the bomb outrage two hairpins were found. It is believed the perpetrators motored to the scene in the early morning. — [795, 509, 943, 545]
divider — [167, 1008, 315, 1009]
paragraph: Though this was not seconded, it was followed by a warm discussion, in the course of which Councillor Fitzgerald was understood to declare that the ruling of the Mayor was a positive disgrace. — [481, 601, 629, 646]
paragraph: Lord Emmott stated that there were no signs that British enterprise was dead. The Mother Country was not yet a back number. The habit of finding her "Old England" tended to arouse the disrespect of the daughter nations. — [952, 1102, 1101, 1147]
paragraph: The jury, after four hours' deliberation, found a verdict of "Not guilty." — [952, 244, 1101, 263]
paragraph: Sales of unclaimed dogs will in future be held by the City Council every fortnight, or so far as may be necessary, in order to do away with any nuisance to residents in the vicinity of the corporation yards. An endeavour will also be made to amend the Act requiring the council to keep unclaimed dogs seven days before selling them, so as to provide discretionary power of destruction of any dog not worth keeping for sale purposes. — [167, 414, 315, 503]
paragraph: The firm wired from Auckland to Palmerston to ascertain upon what terms the butchers could be induced to kill a line of bulls. A reply was sent back that the men would be willing to kill at 4s per head, provided they got permission from the union. Wilson and Canham's reply to this was that negotiations must come through the freezing company, who would only allow the present rate, 3s per head, to be charged. This price was accepted by the butchers, after getting the necessary permit from Wellington. — [638, 561, 786, 658]
paragraph: Lord Emmott, representing the Government, proposed the toast of "The Empire." — [952, 1024, 1101, 1043]
paragraph: (Received February 20, 9.50 p.m.) WASHINGTON, February 20. The Senate ratified the Franco-American Supplementary Treaty, extending to 1918 the operation of the present Arbitration Treaty. — [952, 499, 1101, 544]
